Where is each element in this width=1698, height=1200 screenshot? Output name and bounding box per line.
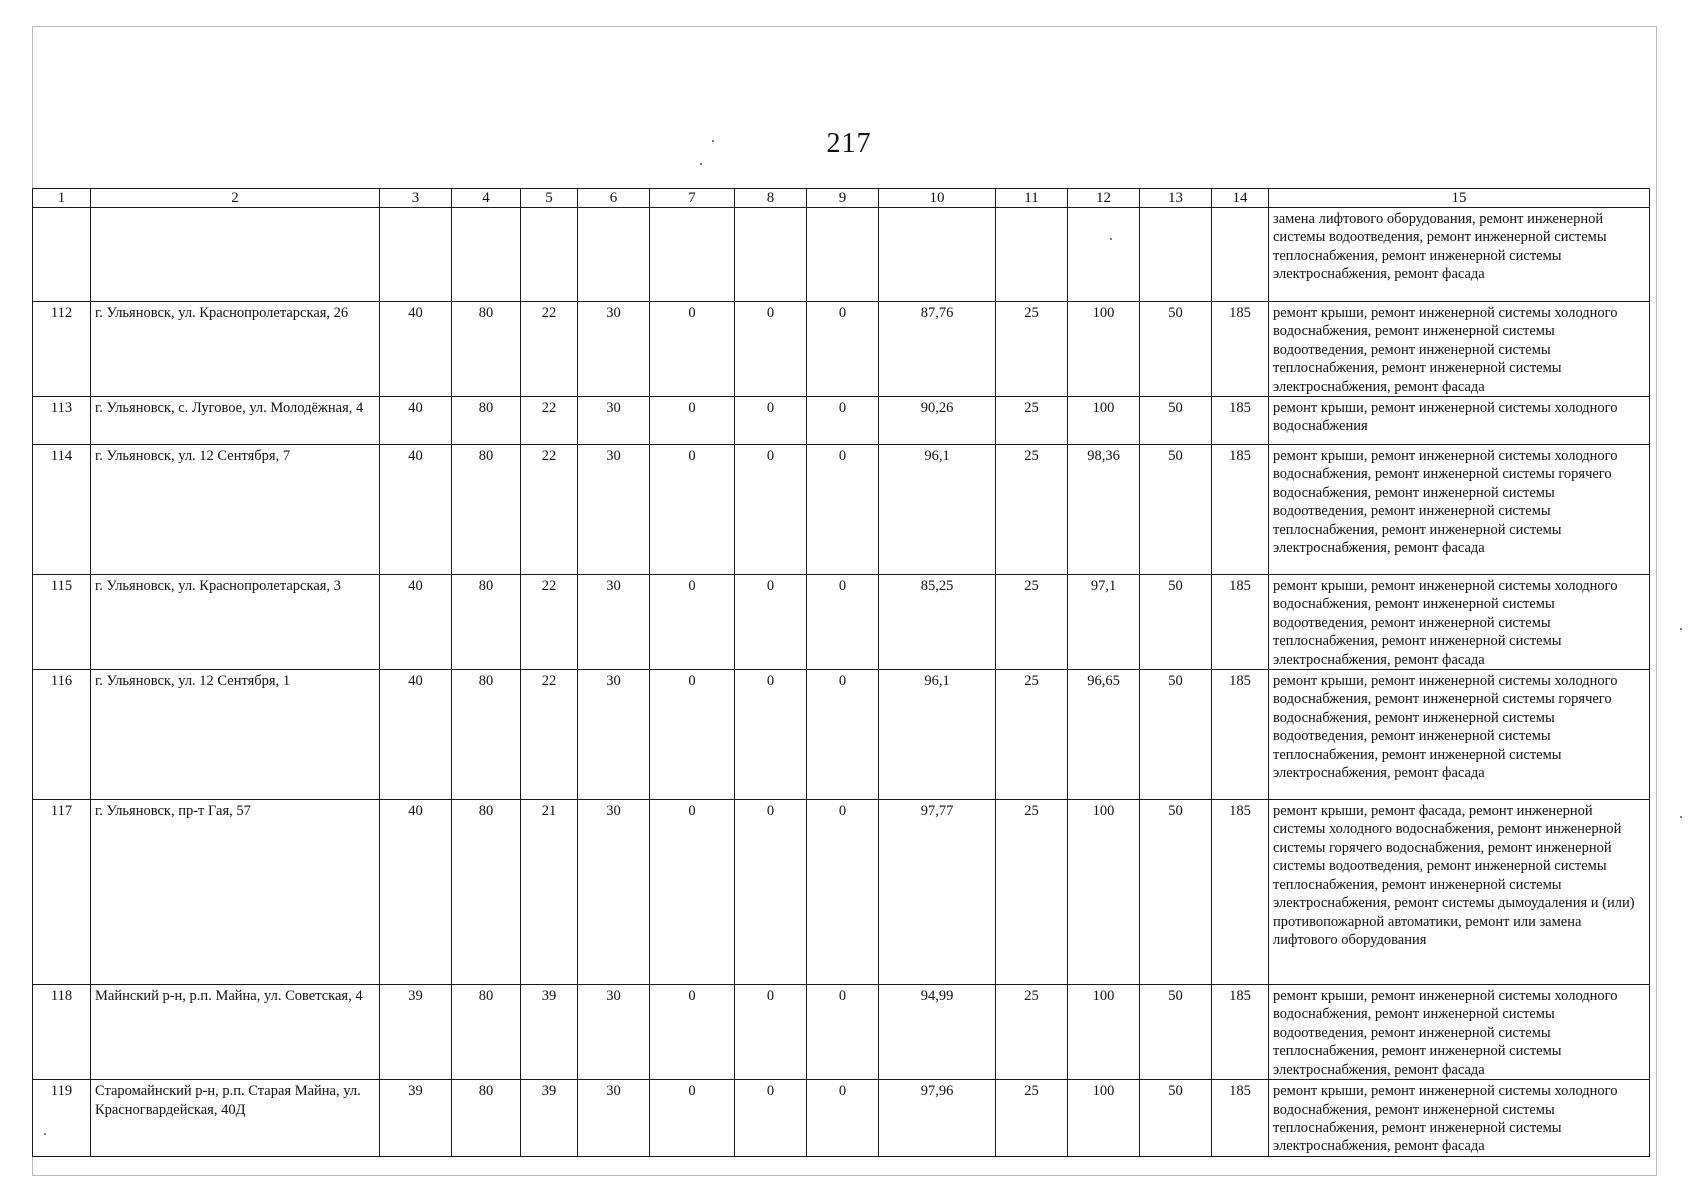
- column-number-9: 9: [807, 189, 879, 208]
- column-number-1: 1: [33, 189, 91, 208]
- table-row: [33, 445, 1650, 575]
- value-cell-col-10: [879, 208, 996, 302]
- value-cell-col-3: 40: [380, 445, 452, 575]
- value-cell-col-4: 80: [452, 302, 521, 397]
- value-cell-col-11: [996, 208, 1068, 302]
- value-cell-col-7: 0: [650, 1080, 735, 1157]
- value-cell-col-5: 22: [521, 397, 578, 445]
- value-cell-col-14: 185: [1212, 670, 1269, 800]
- value-cell-col-11: 25: [996, 985, 1068, 1080]
- value-cell-col-5: 39: [521, 1080, 578, 1157]
- value-cell-col-5: 21: [521, 800, 578, 985]
- value-cell-col-3: [380, 208, 452, 302]
- value-cell-col-12: 100: [1068, 985, 1140, 1080]
- value-cell-col-9: 0: [807, 800, 879, 985]
- value-cell-col-7: 0: [650, 397, 735, 445]
- value-cell-col-9: 0: [807, 1080, 879, 1157]
- value-cell-col-11: 25: [996, 302, 1068, 397]
- column-number-3: 3: [380, 189, 452, 208]
- column-number-11: 11: [996, 189, 1068, 208]
- column-number-12: 12: [1068, 189, 1140, 208]
- value-cell-col-8: 0: [735, 1080, 807, 1157]
- value-cell-col-9: [807, 208, 879, 302]
- value-cell-col-11: 25: [996, 800, 1068, 985]
- value-cell-col-7: 0: [650, 302, 735, 397]
- table-row: [33, 1080, 1650, 1157]
- value-cell-col-6: [578, 208, 650, 302]
- value-cell-col-9: 0: [807, 302, 879, 397]
- value-cell-col-11: 25: [996, 397, 1068, 445]
- works-list-cell: ремонт крыши, ремонт инженерной системы холодного водоснабжения, ремонт инженерной системы водоотведения, ремонт инженерной системы теплоснабжения, ремонт инженерной системы электроснабжения, ремонт фасада: [1269, 575, 1650, 670]
- table-row: [33, 575, 1650, 670]
- value-cell-col-8: 0: [735, 397, 807, 445]
- value-cell-col-13: 50: [1140, 800, 1212, 985]
- value-cell-col-14: 185: [1212, 800, 1269, 985]
- works-list-cell: ремонт крыши, ремонт инженерной системы холодного водоснабжения: [1269, 397, 1650, 445]
- works-list-cell: ремонт крыши, ремонт инженерной системы холодного водоснабжения, ремонт инженерной системы горячего водоснабжения, ремонт инженерной системы водоотведения, ремонт инженерной системы теплоснабжения, ремонт инженерной системы электроснабжения, ремонт фасада: [1269, 445, 1650, 575]
- value-cell-col-5: 22: [521, 575, 578, 670]
- value-cell-col-11: 25: [996, 670, 1068, 800]
- column-number-13: 13: [1140, 189, 1212, 208]
- value-cell-col-9: 0: [807, 985, 879, 1080]
- value-cell-col-9: 0: [807, 670, 879, 800]
- table-row: [33, 670, 1650, 800]
- page-number: 217: [826, 128, 872, 159]
- value-cell-col-12: 100: [1068, 800, 1140, 985]
- value-cell-col-11: 25: [996, 445, 1068, 575]
- works-list-cell: замена лифтового оборудования, ремонт инженерной системы водоотведения, ремонт инженерной системы теплоснабжения, ремонт инженерной системы электроснабжения, ремонт фасада: [1269, 208, 1650, 302]
- value-cell-col-4: 80: [452, 575, 521, 670]
- value-cell-col-4: 80: [452, 1080, 521, 1157]
- row-number: 112: [33, 302, 91, 397]
- column-number-5: 5: [521, 189, 578, 208]
- value-cell-col-14: 185: [1212, 397, 1269, 445]
- scan-speck: [1680, 628, 1682, 630]
- value-cell-col-3: 40: [380, 575, 452, 670]
- scan-speck: [700, 163, 702, 165]
- value-cell-col-12: [1068, 208, 1140, 302]
- value-cell-col-10: 85,25: [879, 575, 996, 670]
- value-cell-col-6: 30: [578, 575, 650, 670]
- address-cell: Майнский р-н, р.п. Майна, ул. Советская, 4: [91, 985, 380, 1080]
- value-cell-col-9: 0: [807, 445, 879, 575]
- value-cell-col-13: [1140, 208, 1212, 302]
- value-cell-col-7: 0: [650, 800, 735, 985]
- value-cell-col-9: 0: [807, 575, 879, 670]
- value-cell-col-11: 25: [996, 575, 1068, 670]
- address-cell: г. Ульяновск, ул. 12 Сентября, 7: [91, 445, 380, 575]
- works-list-cell: ремонт крыши, ремонт инженерной системы холодного водоснабжения, ремонт инженерной системы теплоснабжения, ремонт инженерной системы электроснабжения, ремонт фасада: [1269, 1080, 1650, 1157]
- column-number-2: 2: [91, 189, 380, 208]
- value-cell-col-13: 50: [1140, 1080, 1212, 1157]
- value-cell-col-14: 185: [1212, 445, 1269, 575]
- value-cell-col-14: 185: [1212, 985, 1269, 1080]
- value-cell-col-6: 30: [578, 985, 650, 1080]
- value-cell-col-12: 98,36: [1068, 445, 1140, 575]
- value-cell-col-3: 40: [380, 397, 452, 445]
- value-cell-col-6: 30: [578, 302, 650, 397]
- value-cell-col-12: 97,1: [1068, 575, 1140, 670]
- value-cell-col-5: 22: [521, 302, 578, 397]
- value-cell-col-14: 185: [1212, 1080, 1269, 1157]
- value-cell-col-12: 100: [1068, 1080, 1140, 1157]
- column-number-7: 7: [650, 189, 735, 208]
- value-cell-col-13: 50: [1140, 445, 1212, 575]
- value-cell-col-8: 0: [735, 575, 807, 670]
- value-cell-col-3: 40: [380, 302, 452, 397]
- value-cell-col-11: 25: [996, 1080, 1068, 1157]
- value-cell-col-10: 96,1: [879, 445, 996, 575]
- value-cell-col-6: 30: [578, 800, 650, 985]
- value-cell-col-3: 40: [380, 800, 452, 985]
- column-number-10: 10: [879, 189, 996, 208]
- table-row: [33, 302, 1650, 397]
- column-number-6: 6: [578, 189, 650, 208]
- row-number: 114: [33, 445, 91, 575]
- column-number-8: 8: [735, 189, 807, 208]
- value-cell-col-7: [650, 208, 735, 302]
- value-cell-col-7: 0: [650, 670, 735, 800]
- value-cell-col-3: 40: [380, 670, 452, 800]
- value-cell-col-13: 50: [1140, 302, 1212, 397]
- row-number: 115: [33, 575, 91, 670]
- value-cell-col-12: 100: [1068, 397, 1140, 445]
- table-row: [33, 397, 1650, 445]
- works-list-cell: ремонт крыши, ремонт инженерной системы холодного водоснабжения, ремонт инженерной системы горячего водоснабжения, ремонт инженерной системы водоотведения, ремонт инженерной системы теплоснабжения, ремонт инженерной системы электроснабжения, ремонт фасада: [1269, 670, 1650, 800]
- repair-program-table: [32, 188, 1650, 1157]
- value-cell-col-8: 0: [735, 302, 807, 397]
- value-cell-col-8: 0: [735, 445, 807, 575]
- value-cell-col-10: 94,99: [879, 985, 996, 1080]
- value-cell-col-8: 0: [735, 985, 807, 1080]
- value-cell-col-7: 0: [650, 575, 735, 670]
- row-number: 119: [33, 1080, 91, 1157]
- scan-speck: [1680, 816, 1682, 818]
- address-cell: г. Ульяновск, ул. 12 Сентября, 1: [91, 670, 380, 800]
- value-cell-col-5: [521, 208, 578, 302]
- column-number-14: 14: [1212, 189, 1269, 208]
- value-cell-col-14: 185: [1212, 575, 1269, 670]
- value-cell-col-8: 0: [735, 800, 807, 985]
- table-body: [33, 189, 1650, 1157]
- row-number: 116: [33, 670, 91, 800]
- works-list-cell: ремонт крыши, ремонт инженерной системы холодного водоснабжения, ремонт инженерной системы водоотведения, ремонт инженерной системы теплоснабжения, ремонт инженерной системы электроснабжения, ремонт фасада: [1269, 302, 1650, 397]
- value-cell-col-14: [1212, 208, 1269, 302]
- value-cell-col-4: 80: [452, 397, 521, 445]
- value-cell-col-7: 0: [650, 445, 735, 575]
- value-cell-col-4: 80: [452, 800, 521, 985]
- value-cell-col-5: 39: [521, 985, 578, 1080]
- works-list-cell: ремонт крыши, ремонт фасада, ремонт инженерной системы холодного водоснабжения, ремонт инженерной системы горячего водоснабжения, ремонт инженерной системы водоотведения, ремонт инженерной системы теплоснабжения, ремонт инженерной системы электроснабжения, ремонт системы дымоудаления и (или) противопожарной автоматики, ремонт или замена лифтового оборудования: [1269, 800, 1650, 985]
- value-cell-col-10: 97,96: [879, 1080, 996, 1157]
- value-cell-col-13: 50: [1140, 575, 1212, 670]
- address-cell: г. Ульяновск, с. Луговое, ул. Молодёжная, 4: [91, 397, 380, 445]
- value-cell-col-7: 0: [650, 985, 735, 1080]
- value-cell-col-3: 39: [380, 985, 452, 1080]
- value-cell-col-10: 90,26: [879, 397, 996, 445]
- value-cell-col-6: 30: [578, 397, 650, 445]
- column-number-row: [33, 189, 1650, 208]
- value-cell-col-4: [452, 208, 521, 302]
- value-cell-col-6: 30: [578, 670, 650, 800]
- value-cell-col-14: 185: [1212, 302, 1269, 397]
- value-cell-col-3: 39: [380, 1080, 452, 1157]
- value-cell-col-10: 87,76: [879, 302, 996, 397]
- value-cell-col-10: 96,1: [879, 670, 996, 800]
- column-number-15: 15: [1269, 189, 1650, 208]
- address-cell: г. Ульяновск, ул. Краснопролетарская, 26: [91, 302, 380, 397]
- scan-speck: [712, 140, 714, 142]
- value-cell-col-6: 30: [578, 1080, 650, 1157]
- value-cell-col-5: 22: [521, 670, 578, 800]
- value-cell-col-4: 80: [452, 670, 521, 800]
- value-cell-col-12: 96,65: [1068, 670, 1140, 800]
- value-cell-col-4: 80: [452, 985, 521, 1080]
- address-cell: [91, 208, 380, 302]
- address-cell: г. Ульяновск, ул. Краснопролетарская, 3: [91, 575, 380, 670]
- row-number: 117: [33, 800, 91, 985]
- table-row: [33, 208, 1650, 302]
- address-cell: Старомайнский р-н, р.п. Старая Майна, ул. Красногвардейская, 40Д: [91, 1080, 380, 1157]
- address-cell: г. Ульяновск, пр-т Гая, 57: [91, 800, 380, 985]
- value-cell-col-12: 100: [1068, 302, 1140, 397]
- value-cell-col-8: [735, 208, 807, 302]
- value-cell-col-13: 50: [1140, 670, 1212, 800]
- value-cell-col-9: 0: [807, 397, 879, 445]
- value-cell-col-13: 50: [1140, 985, 1212, 1080]
- row-number: [33, 208, 91, 302]
- table-row: [33, 800, 1650, 985]
- value-cell-col-5: 22: [521, 445, 578, 575]
- table-row: [33, 985, 1650, 1080]
- column-number-4: 4: [452, 189, 521, 208]
- value-cell-col-4: 80: [452, 445, 521, 575]
- works-list-cell: ремонт крыши, ремонт инженерной системы холодного водоснабжения, ремонт инженерной системы водоотведения, ремонт инженерной системы теплоснабжения, ремонт инженерной системы электроснабжения, ремонт фасада: [1269, 985, 1650, 1080]
- value-cell-col-6: 30: [578, 445, 650, 575]
- value-cell-col-10: 97,77: [879, 800, 996, 985]
- value-cell-col-8: 0: [735, 670, 807, 800]
- row-number: 118: [33, 985, 91, 1080]
- row-number: 113: [33, 397, 91, 445]
- value-cell-col-13: 50: [1140, 397, 1212, 445]
